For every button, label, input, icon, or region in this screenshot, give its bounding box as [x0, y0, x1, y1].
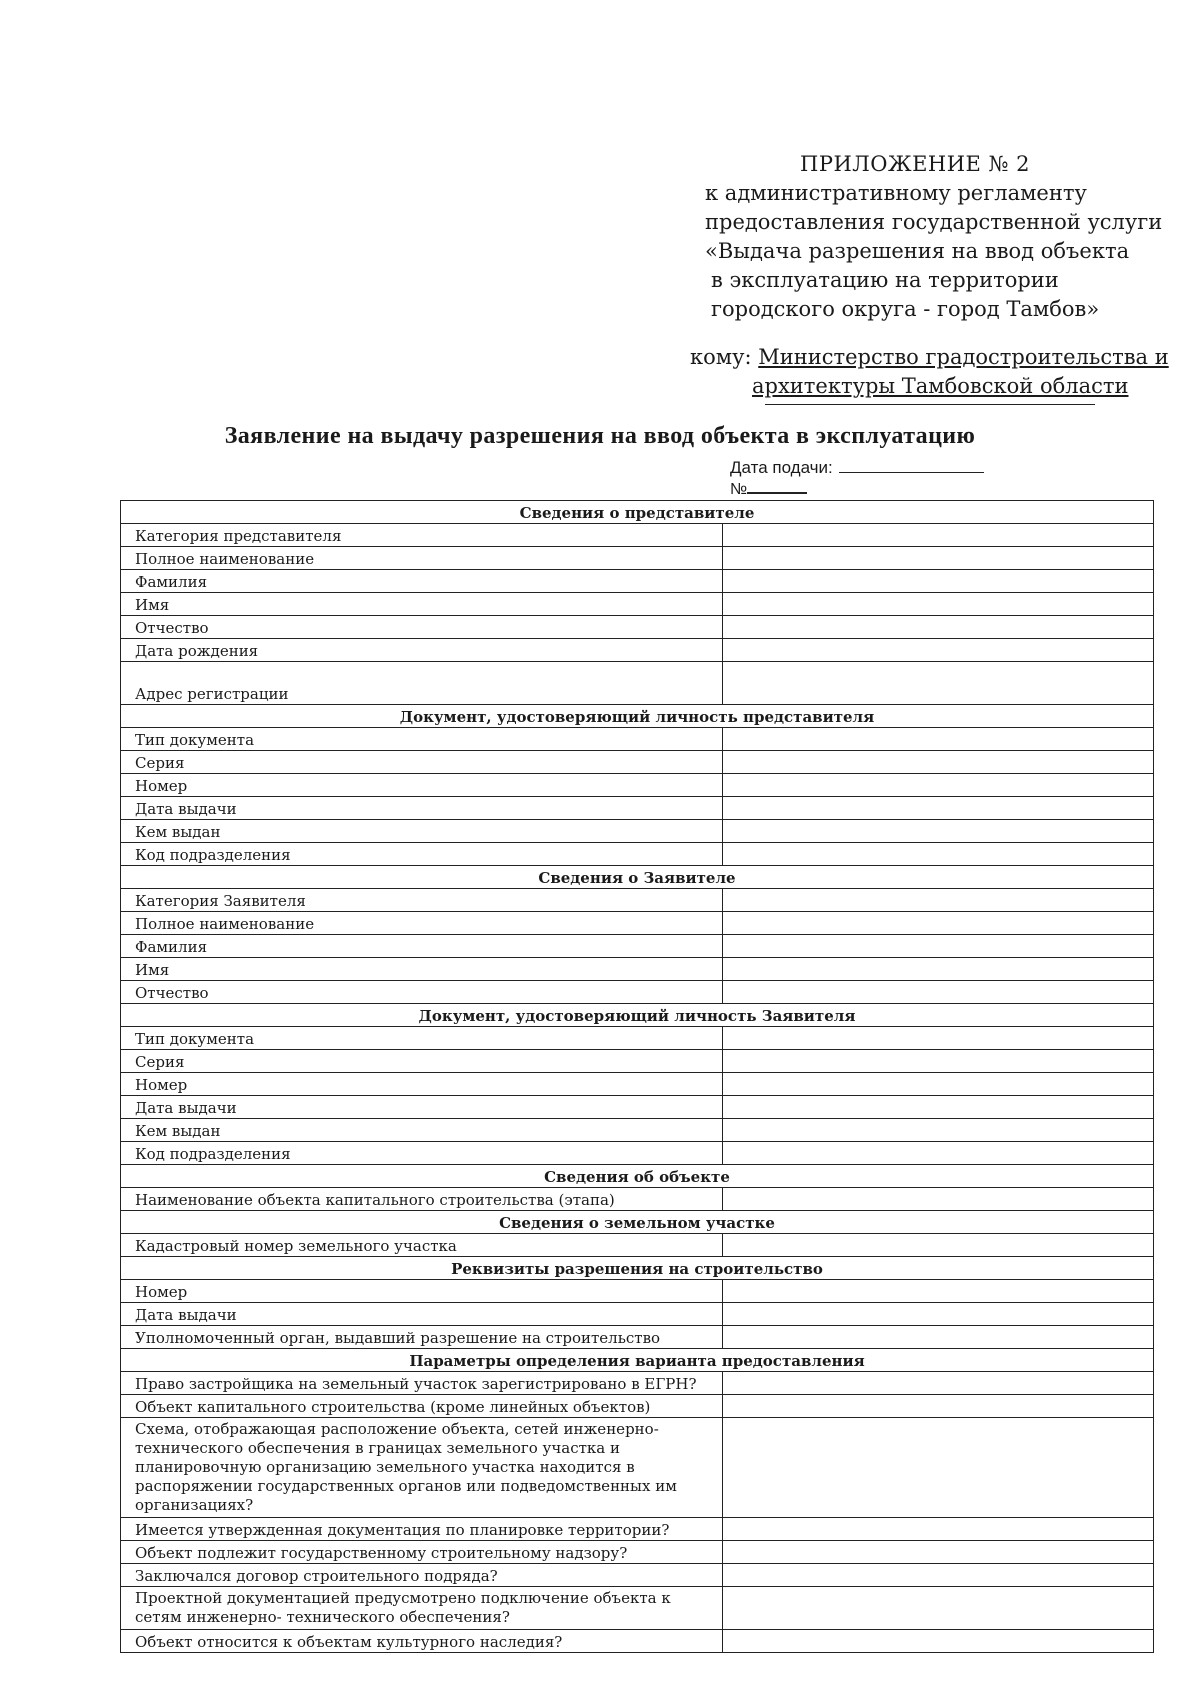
- field-value-input[interactable]: [723, 1073, 1154, 1096]
- section-title: Сведения об объекте: [121, 1165, 1154, 1188]
- form-row: [121, 570, 1154, 593]
- form-row: [121, 1027, 1154, 1050]
- field-label: [121, 1587, 723, 1630]
- field-value-input[interactable]: [723, 1372, 1154, 1395]
- form-row: [121, 820, 1154, 843]
- field-value-input[interactable]: [723, 1518, 1154, 1541]
- submission-number-label: №: [730, 481, 748, 498]
- field-label: Заключался договор строительного подряда?: [121, 1564, 723, 1587]
- form-row: [121, 1587, 1154, 1630]
- field-value-input[interactable]: [723, 1326, 1154, 1349]
- field-label: Код подразделения: [121, 1142, 723, 1165]
- form-row: [121, 797, 1154, 820]
- field-label: Номер: [121, 1280, 723, 1303]
- field-value-input[interactable]: [723, 1188, 1154, 1211]
- field-label: Объект капитального строительства (кроме линейных объектов): [121, 1395, 723, 1418]
- field-value-input[interactable]: [723, 1587, 1154, 1630]
- recipient-block: [690, 343, 1170, 405]
- field-label: Полное наименование: [121, 912, 723, 935]
- form-row: [121, 843, 1154, 866]
- field-value-input[interactable]: [723, 1050, 1154, 1073]
- recipient-signature-line[interactable]: [765, 404, 1095, 405]
- form-row: [121, 593, 1154, 616]
- form-row: [121, 1303, 1154, 1326]
- field-label: Отчество: [121, 981, 723, 1004]
- field-value-input[interactable]: [723, 570, 1154, 593]
- field-value-input[interactable]: [723, 774, 1154, 797]
- form-row: [121, 889, 1154, 912]
- field-label: Имя: [121, 593, 723, 616]
- field-label: [121, 1418, 723, 1518]
- appendix-title: ПРИЛОЖЕНИЕ № 2: [800, 152, 1030, 176]
- field-value-input[interactable]: [723, 797, 1154, 820]
- form-row: [121, 1372, 1154, 1395]
- form-row: [121, 774, 1154, 797]
- field-label-line: Проектной документацией предусмотрено подключение объекта к: [135, 1589, 671, 1607]
- section-header: [121, 1004, 1154, 1027]
- field-label: Адрес регистрации: [121, 662, 723, 705]
- recipient-line-1: Министерство градостроительства и: [758, 345, 1169, 369]
- section-title: Сведения о представителе: [121, 501, 1154, 524]
- recipient-line-2: архитектуры Тамбовской области: [752, 374, 1129, 398]
- form-row: [121, 1518, 1154, 1541]
- appendix-line: «Выдача разрешения на ввод объекта: [705, 239, 1130, 263]
- field-label: Фамилия: [121, 935, 723, 958]
- appendix-line: предоставления государственной услуги: [705, 210, 1163, 234]
- field-label: Объект подлежит государственному строительному надзору?: [121, 1541, 723, 1564]
- field-label: Имя: [121, 958, 723, 981]
- field-label-line: планировочную организацию земельного участка находится в: [135, 1458, 635, 1476]
- field-value-input[interactable]: [723, 751, 1154, 774]
- field-value-input[interactable]: [723, 1630, 1154, 1653]
- submission-number-field: [730, 480, 807, 499]
- form-title: Заявление на выдачу разрешения на ввод объекта в эксплуатацию: [224, 423, 976, 449]
- field-label: Дата выдачи: [121, 797, 723, 820]
- field-value-input[interactable]: [723, 593, 1154, 616]
- field-value-input[interactable]: [723, 820, 1154, 843]
- field-label: Полное наименование: [121, 547, 723, 570]
- field-value-input[interactable]: [723, 889, 1154, 912]
- appendix-line: городского округа - город Тамбов»: [711, 297, 1100, 321]
- field-value-input[interactable]: [723, 1142, 1154, 1165]
- field-label: Серия: [121, 751, 723, 774]
- form-row: [121, 912, 1154, 935]
- field-label: Серия: [121, 1050, 723, 1073]
- submission-date-input[interactable]: [839, 458, 984, 473]
- field-label: Объект относится к объектам культурного наследия?: [121, 1630, 723, 1653]
- form-row: [121, 935, 1154, 958]
- field-value-input[interactable]: [723, 1303, 1154, 1326]
- field-label: Дата выдачи: [121, 1096, 723, 1119]
- field-value-input[interactable]: [723, 662, 1154, 705]
- field-label: Уполномоченный орган, выдавший разрешение на строительство: [121, 1326, 723, 1349]
- field-value-input[interactable]: [723, 1280, 1154, 1303]
- field-value-input[interactable]: [723, 935, 1154, 958]
- field-label-line: сетям инженерно- технического обеспечения?: [135, 1608, 510, 1626]
- application-form-table: [120, 500, 1154, 1653]
- field-value-input[interactable]: [723, 728, 1154, 751]
- section-header: [121, 1165, 1154, 1188]
- form-row: [121, 1541, 1154, 1564]
- form-row: [121, 981, 1154, 1004]
- form-row: [121, 1096, 1154, 1119]
- field-value-input[interactable]: [723, 1234, 1154, 1257]
- field-label: Код подразделения: [121, 843, 723, 866]
- section-header: [121, 705, 1154, 728]
- field-label-line: Схема, отображающая расположение объекта, сетей инженерно-: [135, 1420, 659, 1438]
- recipient-label: кому:: [690, 345, 752, 369]
- field-label: Имеется утвержденная документация по планировке территории?: [121, 1518, 723, 1541]
- form-row: [121, 958, 1154, 981]
- section-header: [121, 1257, 1154, 1280]
- section-title: Реквизиты разрешения на строительство: [121, 1257, 1154, 1280]
- appendix-line: в эксплуатацию на территории: [711, 268, 1059, 292]
- section-title: Сведения о земельном участке: [121, 1211, 1154, 1234]
- field-label: Отчество: [121, 616, 723, 639]
- form-row: [121, 1073, 1154, 1096]
- field-label: Категория Заявителя: [121, 889, 723, 912]
- form-row: [121, 1188, 1154, 1211]
- section-header: [121, 1211, 1154, 1234]
- section-title: Документ, удостоверяющий личность Заявителя: [121, 1004, 1154, 1027]
- form-row: [121, 547, 1154, 570]
- field-label: Кадастровый номер земельного участка: [121, 1234, 723, 1257]
- field-value-input[interactable]: [723, 843, 1154, 866]
- section-header: [121, 866, 1154, 889]
- field-value-input[interactable]: [723, 524, 1154, 547]
- field-value-input[interactable]: [723, 1564, 1154, 1587]
- field-label: Кем выдан: [121, 820, 723, 843]
- form-row: [121, 1564, 1154, 1587]
- form-row: [121, 1418, 1154, 1518]
- field-label: Наименование объекта капитального строительства (этапа): [121, 1188, 723, 1211]
- form-row: [121, 728, 1154, 751]
- field-label-line: технического обеспечения в границах земельного участка и: [135, 1439, 621, 1457]
- field-value-input[interactable]: [723, 616, 1154, 639]
- section-title: Параметры определения варианта предоставления: [121, 1349, 1154, 1372]
- section-header: [121, 1349, 1154, 1372]
- field-value-input[interactable]: [723, 958, 1154, 981]
- form-row: [121, 662, 1154, 705]
- field-value-input[interactable]: [723, 1541, 1154, 1564]
- field-value-input[interactable]: [723, 981, 1154, 1004]
- submission-date-field: [730, 458, 984, 478]
- field-value-input[interactable]: [723, 1418, 1154, 1518]
- section-title: Сведения о Заявителе: [121, 866, 1154, 889]
- field-value-input[interactable]: [723, 912, 1154, 935]
- form-row: [121, 1142, 1154, 1165]
- field-label: Кем выдан: [121, 1119, 723, 1142]
- form-row: [121, 616, 1154, 639]
- section-header: [121, 501, 1154, 524]
- field-value-input[interactable]: [723, 639, 1154, 662]
- field-label-line: организациях?: [135, 1496, 254, 1514]
- appendix-header: [705, 150, 1185, 324]
- form-row: [121, 1280, 1154, 1303]
- field-label: Дата рождения: [121, 639, 723, 662]
- field-value-input[interactable]: [723, 1027, 1154, 1050]
- submission-number-input[interactable]: [747, 480, 807, 494]
- form-row: [121, 1050, 1154, 1073]
- appendix-line: к административному регламенту: [705, 181, 1087, 205]
- form-row: [121, 1395, 1154, 1418]
- field-label: Право застройщика на земельный участок зарегистрировано в ЕГРН?: [121, 1372, 723, 1395]
- field-label: Номер: [121, 774, 723, 797]
- field-value-input[interactable]: [723, 1395, 1154, 1418]
- field-label: Тип документа: [121, 1027, 723, 1050]
- form-row: [121, 524, 1154, 547]
- field-label: Тип документа: [121, 728, 723, 751]
- field-label-line: распоряжении государственных органов или подведомственных им: [135, 1477, 677, 1495]
- form-row: [121, 751, 1154, 774]
- form-row: [121, 1119, 1154, 1142]
- form-row: [121, 1326, 1154, 1349]
- field-label: Дата выдачи: [121, 1303, 723, 1326]
- field-label: Фамилия: [121, 570, 723, 593]
- field-value-input[interactable]: [723, 1119, 1154, 1142]
- field-label: Номер: [121, 1073, 723, 1096]
- submission-date-label: Дата подачи:: [730, 458, 833, 477]
- field-value-input[interactable]: [723, 547, 1154, 570]
- form-row: [121, 1234, 1154, 1257]
- form-row: [121, 1630, 1154, 1653]
- field-label: Категория представителя: [121, 524, 723, 547]
- section-title: Документ, удостоверяющий личность представителя: [121, 705, 1154, 728]
- form-row: [121, 639, 1154, 662]
- field-value-input[interactable]: [723, 1096, 1154, 1119]
